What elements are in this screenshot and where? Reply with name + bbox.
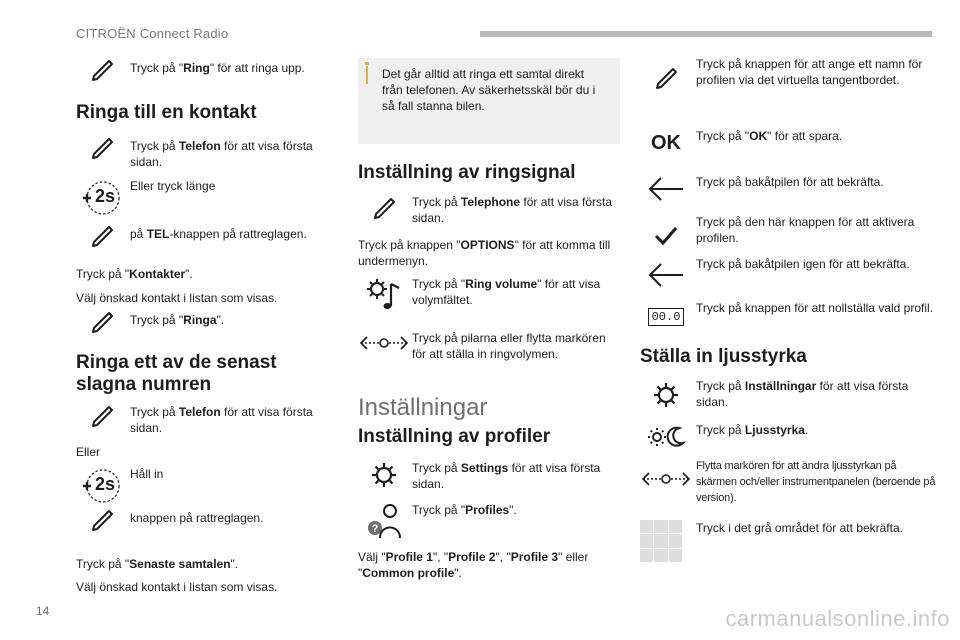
step-text: Tryck på Settings för att visa första sidan. <box>412 461 601 491</box>
step-text: Tryck i det grå området för att bekräfta. <box>696 521 903 535</box>
para-senaste: Tryck på "Senaste samtalen". <box>76 557 239 571</box>
step-text: Tryck på knappen för att nollställa vald profil. <box>696 301 934 315</box>
step-text: Eller tryck länge <box>130 179 216 193</box>
check-icon <box>640 218 692 252</box>
pen-icon <box>76 504 128 538</box>
heading-contact: Ringa till en kontakt <box>76 102 257 123</box>
heading-recent: Ringa ett av de senast slagna numren <box>76 352 277 395</box>
para-select-contact-2: Välj önskad kontakt i listan som visas. <box>76 580 278 594</box>
step-text: Tryck på bakåtpilen för att bekräfta. <box>696 175 884 189</box>
brightness-icon <box>640 420 692 454</box>
hold-2s-icon <box>76 176 128 220</box>
heading-ringtone: Inställning av ringsignal <box>358 162 576 183</box>
hold-2s-icon <box>76 464 128 508</box>
step-text: Tryck på Inställningar för att visa första sidan. <box>696 379 909 409</box>
ok-icon <box>640 126 692 160</box>
hold-2s-label: 2s <box>95 186 116 206</box>
step-text: Tryck på den här knappen för att aktivera profilen. <box>696 215 915 245</box>
step-text: Tryck på "Ringa". <box>130 313 225 327</box>
step-text: Håll in <box>130 467 164 481</box>
step-text: knappen på rattreglagen. <box>130 511 264 525</box>
reset-label: 00.0 <box>648 308 685 326</box>
step-text: Tryck på bakåtpilen igen för att bekräfta. <box>696 257 910 271</box>
heading-profiles: Inställning av profiler <box>358 426 551 447</box>
ok-label: OK <box>651 131 681 154</box>
reset-00-icon <box>640 300 692 334</box>
step-text: Flytta markören för att ändra ljusstyrkan på skärmen och/eller instrumentpanelen (beroende på version). <box>696 460 936 504</box>
header-title: CITROËN Connect Radio <box>76 26 229 41</box>
heading-settings: Inställningar <box>358 394 488 421</box>
watermark: carmanualsonline.info <box>725 606 950 631</box>
step-text: Tryck på "Profiles". <box>412 503 517 517</box>
pen-icon <box>76 220 128 254</box>
pen-icon <box>76 306 128 340</box>
pen-icon <box>358 192 410 226</box>
back-arrow-icon <box>640 258 692 292</box>
music-gear-icon <box>358 276 410 314</box>
step-text: Tryck på pilarna eller flytta markören för att ställa in ringvolymen. <box>412 331 606 361</box>
info-icon <box>365 62 369 65</box>
step-text: Tryck på Telephone för att visa första sidan. <box>412 195 613 225</box>
page-number: 14 <box>36 604 50 618</box>
para-eller: Eller <box>76 445 101 459</box>
step-text: Tryck på Ljusstyrka. <box>696 423 809 437</box>
back-arrow-icon <box>640 172 692 206</box>
pen-icon <box>640 62 692 96</box>
pen-icon <box>76 400 128 434</box>
step-text: Tryck på "Ring volume" för att visa volymfältet. <box>412 277 601 307</box>
para-options: Tryck på knappen "OPTIONS" för att komma till undermenyn. <box>358 238 611 268</box>
hold-2s-label: 2s <box>95 474 116 494</box>
info-note-text: Det går alltid att ringa ett samtal direkt från telefonen. Av säkerhetsskäl bör du i så fall stanna bilen. <box>382 67 596 113</box>
info-bar <box>366 66 368 84</box>
step-text: Tryck på knappen för att ange ett namn för profilen via det virtuella tangentbordet. <box>696 57 923 87</box>
step-text: Tryck på "Ring" för att ringa upp. <box>130 61 305 75</box>
pen-icon <box>76 132 128 166</box>
profile-icon <box>358 500 410 540</box>
heading-brightness: Ställa in ljusstyrka <box>640 346 807 367</box>
step-text: på TEL-knappen på rattreglagen. <box>130 227 307 241</box>
step-text: Tryck på Telefon för att visa första sidan. <box>130 139 313 169</box>
info-note <box>358 58 620 144</box>
para-kontakter: Tryck på "Kontakter". <box>76 267 193 281</box>
step-text: Tryck på "OK" för att spara. <box>696 129 843 143</box>
slider-icon <box>640 462 692 496</box>
para-select-contact: Välj önskad kontakt i listan som visas. <box>76 291 278 305</box>
para-profile-select: Välj "Profile 1", "Profile 2", "Profile 3" eller "Common profile". <box>358 550 589 580</box>
step-text: Tryck på Telefon för att visa första sidan. <box>130 405 313 435</box>
slider-icon <box>358 326 410 360</box>
header-bar <box>480 31 932 37</box>
gear-icon <box>358 458 410 492</box>
gear-icon <box>640 378 692 412</box>
help-mark: ? <box>371 523 379 535</box>
pen-icon <box>76 54 128 88</box>
grey-area-icon <box>640 520 682 562</box>
